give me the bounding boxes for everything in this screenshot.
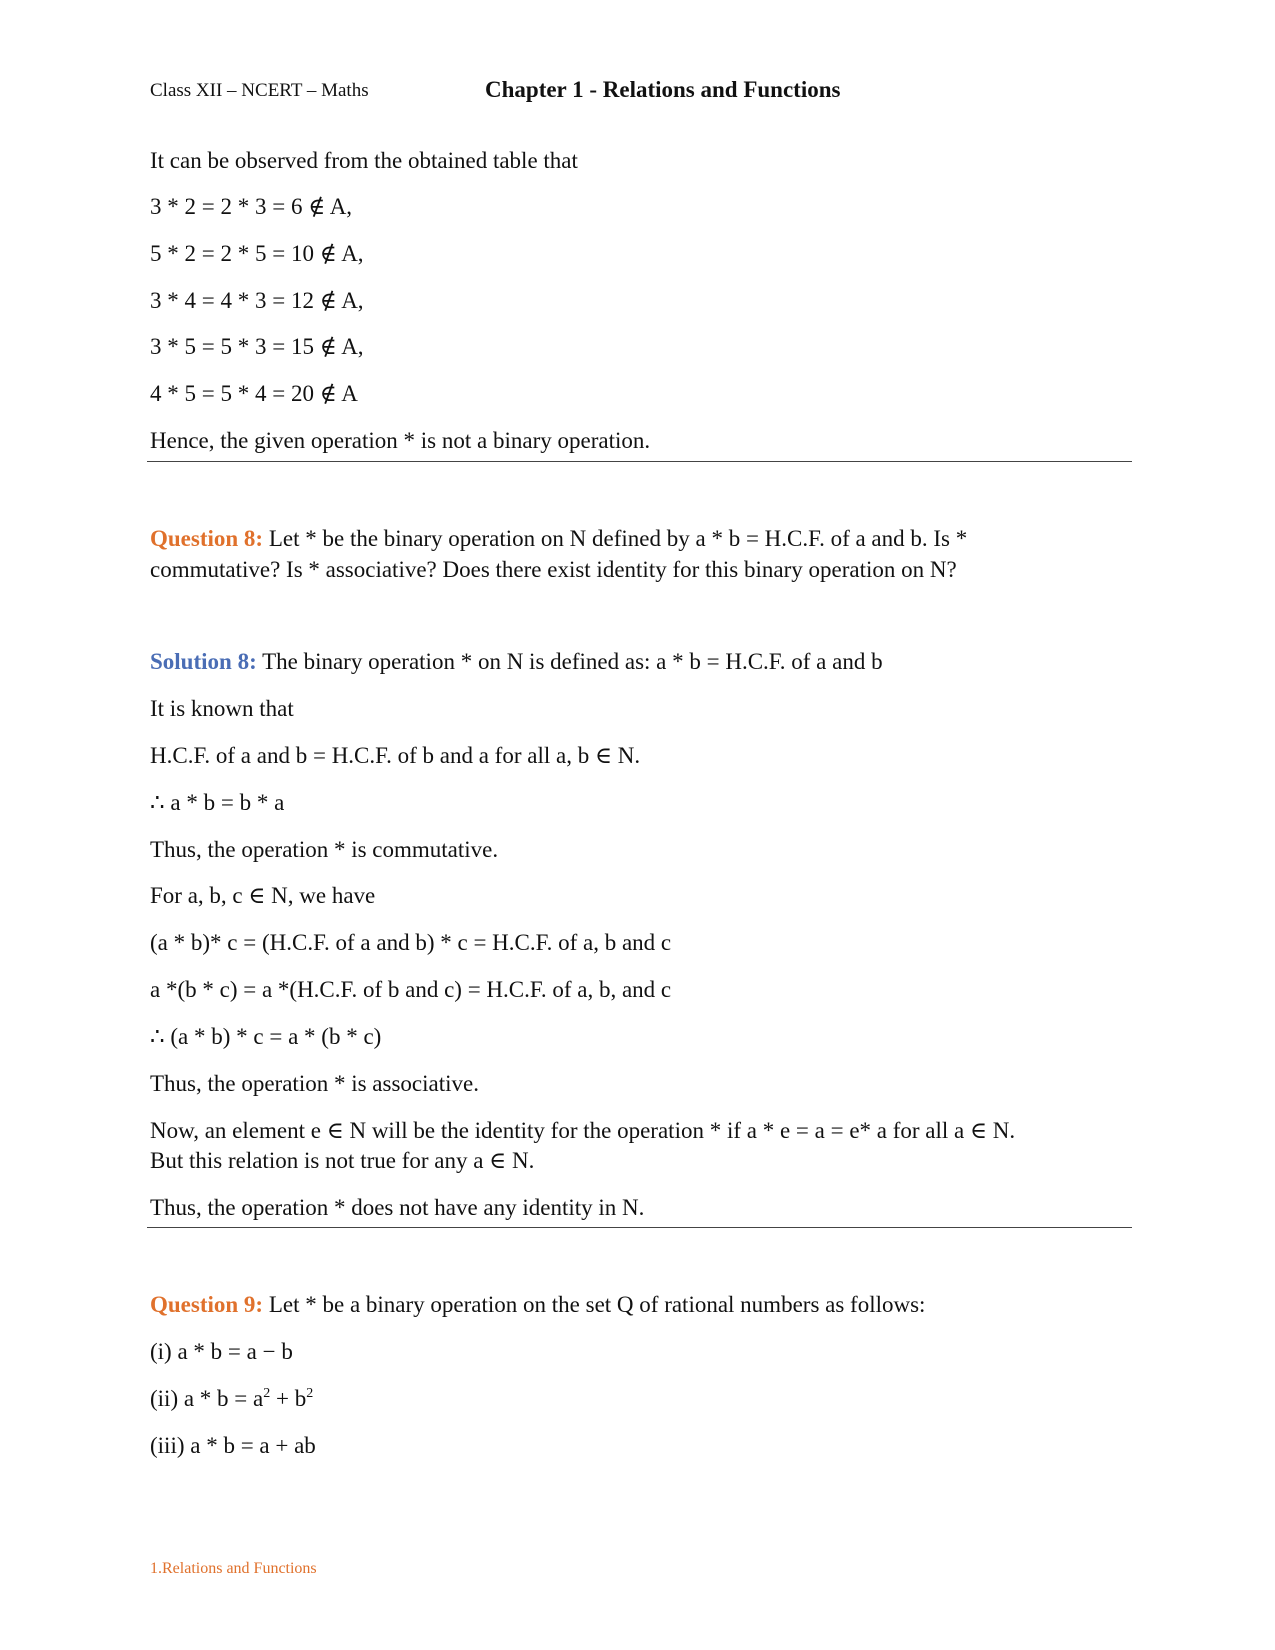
solution-line: H.C.F. of a and b = H.C.F. of b and a for all a, b ∈ N. bbox=[150, 743, 641, 768]
question-8-line-2: commutative? Is * associative? Does there exist identity for this binary operation on N? bbox=[150, 557, 957, 582]
solution-label: Solution 8: bbox=[150, 649, 257, 674]
equation-line: 3 * 5 = 5 * 3 = 15 ∉ A, bbox=[150, 334, 364, 359]
solution-line: a *(b * c) = a *(H.C.F. of b and c) = H.C.F. of a, b, and c bbox=[150, 977, 672, 1002]
solution-line: For a, b, c ∈ N, we have bbox=[150, 883, 376, 908]
section-divider bbox=[147, 461, 1132, 462]
equation-line: 4 * 5 = 5 * 4 = 20 ∉ A bbox=[150, 381, 358, 406]
conclusion-text: Thus, the operation * does not have any identity in N. bbox=[150, 1195, 645, 1220]
question-part-iii: (iii) a * b = a + ab bbox=[150, 1433, 316, 1458]
part-ii-prefix: (ii) a * b = a bbox=[150, 1386, 264, 1411]
conclusion-text: Hence, the given operation * is not a binary operation. bbox=[150, 428, 651, 453]
question-label: Question 8: bbox=[150, 526, 264, 551]
question-part-i: (i) a * b = a − b bbox=[150, 1339, 293, 1364]
question-8-line-1 bbox=[150, 523, 967, 554]
question-text: Let * be the binary operation on N defined by a * b = H.C.F. of a and b. Is * bbox=[263, 526, 968, 551]
question-9-line bbox=[150, 1289, 925, 1320]
exponent: 2 bbox=[263, 1386, 271, 1401]
equation-line: 5 * 2 = 2 * 5 = 10 ∉ A, bbox=[150, 241, 364, 266]
intro-text: It can be observed from the obtained table that bbox=[150, 148, 578, 173]
exponent: 2 bbox=[306, 1386, 314, 1401]
section-divider bbox=[147, 1227, 1132, 1228]
solution-line: (a * b)* c = (H.C.F. of a and b) * c = H.C.F. of a, b and c bbox=[150, 930, 672, 955]
header-class-label: Class XII – NCERT – Maths bbox=[150, 80, 369, 101]
solution-line: ∴ (a * b) * c = a * (b * c) bbox=[150, 1024, 382, 1049]
solution-text: The binary operation * on N is defined as: a * b = H.C.F. of a and b bbox=[256, 649, 883, 674]
equation-line: 3 * 2 = 2 * 3 = 6 ∉ A, bbox=[150, 194, 353, 219]
solution-line: ∴ a * b = b * a bbox=[150, 790, 285, 815]
chapter-title: Chapter 1 - Relations and Functions bbox=[485, 77, 841, 102]
part-ii-mid: + b bbox=[270, 1386, 307, 1411]
question-label: Question 9: bbox=[150, 1292, 264, 1317]
solution-line: It is known that bbox=[150, 696, 294, 721]
solution-line: Thus, the operation * is commutative. bbox=[150, 837, 499, 862]
solution-line: Thus, the operation * is associative. bbox=[150, 1071, 479, 1096]
identity-line-1: Now, an element e ∈ N will be the identity for the operation * if a * e = a = e* a for all a ∈ N. bbox=[150, 1118, 1016, 1143]
page-footer: 1.Relations and Functions bbox=[150, 1560, 317, 1577]
question-text: Let * be a binary operation on the set Q of rational numbers as follows: bbox=[263, 1292, 926, 1317]
solution-8-first-line bbox=[150, 646, 883, 677]
question-part-ii bbox=[150, 1383, 313, 1414]
equation-line: 3 * 4 = 4 * 3 = 12 ∉ A, bbox=[150, 288, 364, 313]
identity-line-2: But this relation is not true for any a ∈ N. bbox=[150, 1148, 535, 1173]
